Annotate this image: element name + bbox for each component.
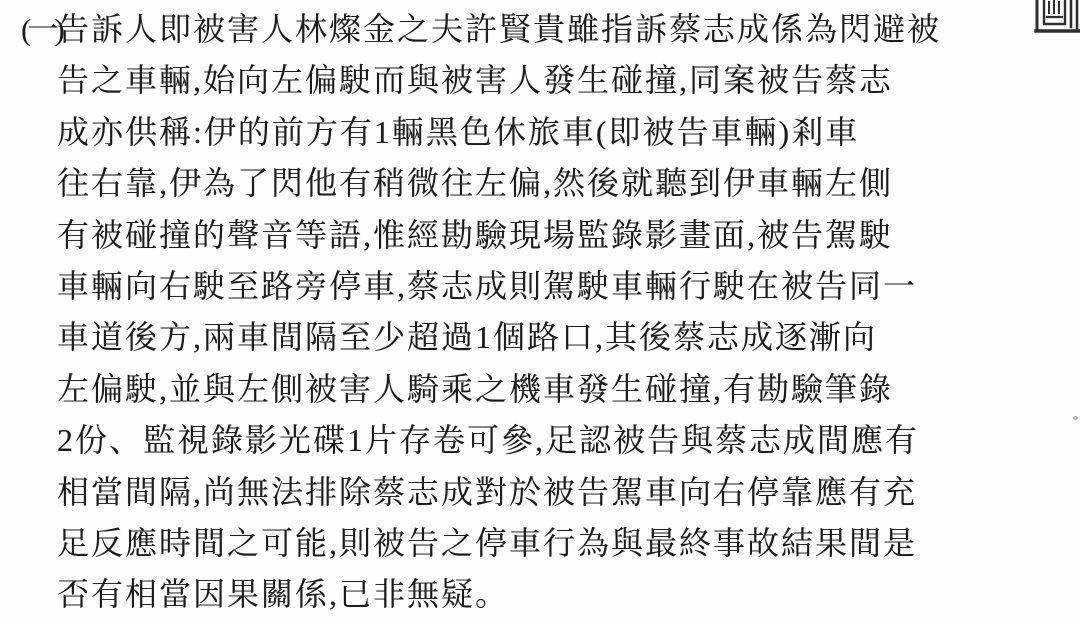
list-marker: (一): [21, 12, 61, 47]
judgment-paragraph: [0, 4, 1080, 621]
text-line: 成亦供稱:伊的前方有1輛黑色休旅車(即被告車輛)剎車: [57, 113, 860, 150]
text-line: 車輛向右駛至路旁停車,蔡志成則駕駛車輛行駛在被告同一: [57, 267, 918, 304]
text-line: 車道後方,兩車間隔至少超過1個路口,其後蔡志成逐漸向: [57, 319, 878, 356]
scan-noise-speck: [1073, 416, 1078, 420]
text-line: 往右靠,伊為了閃他有稍微往左偏,然後就聽到伊車輛左側: [57, 165, 894, 202]
partial-stamp-icon: [1034, 0, 1080, 40]
text-line: 左偏駛,並與左側被害人騎乘之機車發生碰撞,有勘驗筆錄: [57, 370, 894, 407]
text-lines: [57, 4, 1080, 621]
text-line: 足反應時間之可能,則被告之停車行為與最終事故結果間是: [57, 524, 918, 561]
text-line: 2份、監視錄影光碟1片存卷可參,足認被告與蔡志成間應有: [57, 422, 920, 459]
text-line: 有被碰撞的聲音等語,惟經勘驗現場監錄影畫面,被告駕駛: [57, 216, 894, 253]
text-line: 告訴人即被害人林燦金之夫許賢貴雖指訴蔡志成係為閃避被: [57, 11, 942, 47]
text-line: 否有相當因果關係,已非無疑。: [57, 576, 510, 613]
text-line: 相當間隔,尚無法排除蔡志成對於被告駕車向右停靠應有充: [57, 473, 918, 510]
text-line: 告之車輛,始向左偏駛而與被害人發生碰撞,同案被告蔡志: [57, 62, 894, 99]
